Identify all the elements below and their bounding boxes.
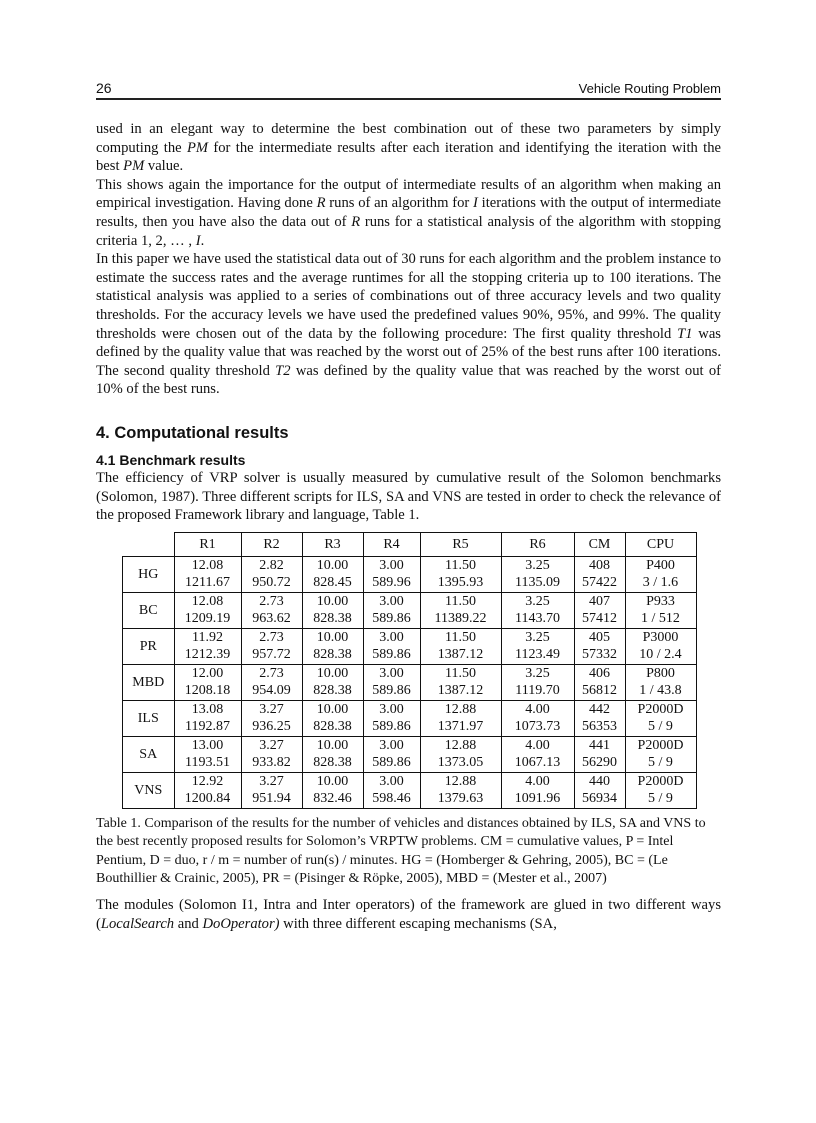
cell-top-value: 13.08 — [191, 702, 224, 718]
cell-top-value: 3.25 — [525, 594, 550, 610]
cell-top-value: 12.08 — [191, 594, 224, 610]
cell-bottom-value: 56934 — [582, 791, 617, 807]
row-label: ILS — [123, 700, 175, 736]
cell-top-value: 4.00 — [525, 702, 550, 718]
cell-top-value: 10.00 — [316, 738, 349, 754]
cell-bottom-value: 828.38 — [313, 755, 352, 771]
table-cell — [363, 700, 420, 736]
table-cell — [420, 556, 501, 592]
cell-top-value: 3.27 — [259, 774, 284, 790]
cell-top-value: 440 — [589, 774, 610, 790]
section-heading: 4. Computational results — [96, 423, 289, 442]
cell-bottom-value: 1 / 512 — [641, 611, 680, 627]
table-cell — [501, 772, 574, 808]
column-header: R2 — [241, 532, 302, 556]
cell-top-value: 2.73 — [259, 594, 284, 610]
row-label: PR — [123, 628, 175, 664]
table-row — [123, 628, 697, 664]
cell-bottom-value: 954.09 — [252, 683, 291, 699]
table-cell — [174, 700, 241, 736]
cell-bottom-value: 10 / 2.4 — [639, 647, 682, 663]
table-cell — [420, 664, 501, 700]
cell-top-value: 12.88 — [444, 738, 477, 754]
page — [96, 78, 721, 934]
table-cell — [174, 556, 241, 592]
cell-bottom-value: 1123.49 — [515, 647, 560, 663]
table-cell — [625, 736, 696, 772]
cell-bottom-value: 828.45 — [313, 575, 352, 591]
cell-bottom-value: 1091.96 — [514, 791, 561, 807]
table-cell — [625, 556, 696, 592]
cell-bottom-value: 56353 — [582, 719, 617, 735]
cell-top-value: 10.00 — [316, 702, 349, 718]
cell-top-value: P2000D — [637, 774, 684, 790]
cell-top-value: 3.00 — [379, 774, 404, 790]
table-cell — [363, 556, 420, 592]
cell-bottom-value: 1119.70 — [515, 683, 560, 699]
table-cell — [302, 556, 363, 592]
table-cell — [241, 700, 302, 736]
cell-top-value: 3.00 — [379, 738, 404, 754]
table-cell — [174, 592, 241, 628]
cell-bottom-value: 1 / 43.8 — [639, 683, 682, 699]
cell-top-value: 3.00 — [379, 702, 404, 718]
cell-top-value: P400 — [646, 558, 675, 574]
cell-top-value: 406 — [589, 666, 610, 682]
cell-bottom-value: 1209.19 — [184, 611, 231, 627]
cell-top-value: 3.00 — [379, 594, 404, 610]
cell-top-value: 10.00 — [316, 774, 349, 790]
cell-bottom-value: 589.86 — [372, 683, 411, 699]
cell-bottom-value: 1387.12 — [437, 647, 484, 663]
cell-top-value: 3.00 — [379, 666, 404, 682]
cell-bottom-value: 828.38 — [313, 683, 352, 699]
table-cell — [625, 772, 696, 808]
cell-bottom-value: 828.38 — [313, 647, 352, 663]
cell-bottom-value: 589.86 — [372, 611, 411, 627]
cell-bottom-value: 957.72 — [252, 647, 291, 663]
column-header: R1 — [174, 532, 241, 556]
term-pm: PM — [123, 158, 145, 175]
table-cell — [363, 592, 420, 628]
cell-bottom-value: 1135.09 — [515, 575, 560, 591]
table-cell — [241, 556, 302, 592]
table-cell — [363, 772, 420, 808]
term-i: I — [195, 232, 201, 249]
table-cell — [420, 592, 501, 628]
cell-top-value: 3.00 — [379, 558, 404, 574]
cell-bottom-value: 828.38 — [313, 611, 352, 627]
table-cell — [302, 736, 363, 772]
cell-top-value: 10.00 — [316, 666, 349, 682]
cell-bottom-value: 5 / 9 — [648, 755, 673, 771]
paragraph-pm: used in an elegant way to determine the best combination out of these two parameters by simply computing the PM for the intermediate results after each iteration and identifying the iteration with the best PM value. — [96, 121, 721, 175]
cell-top-value: 11.50 — [445, 630, 476, 646]
paragraph-intermediate-results: This shows again the importance for the output of intermediate results of an algorithm when making an empirical investigation. Having done R runs of an algorithm for I iterations with the output of intermediate results, then you have also the data out of R runs for a statistical analysis of the algorithm with stopping criteria 1, 2, … , I. — [96, 176, 722, 249]
cell-top-value: 4.00 — [525, 738, 550, 754]
cell-top-value: 3.00 — [379, 630, 404, 646]
row-label: SA — [123, 736, 175, 772]
cell-top-value: 2.82 — [259, 558, 284, 574]
cell-top-value: 12.00 — [191, 666, 224, 682]
cell-bottom-value: 56290 — [582, 755, 617, 771]
cell-bottom-value: 1379.63 — [437, 791, 484, 807]
cell-bottom-value: 1208.18 — [184, 683, 231, 699]
table-cell — [574, 556, 625, 592]
cell-bottom-value: 1371.97 — [437, 719, 484, 735]
results-table — [122, 532, 697, 809]
table-cell — [574, 700, 625, 736]
cell-top-value: 442 — [589, 702, 610, 718]
table-cell — [420, 628, 501, 664]
table-cell — [501, 736, 574, 772]
row-label: MBD — [123, 664, 175, 700]
column-header: R5 — [420, 532, 501, 556]
table-body — [123, 556, 697, 808]
table-cell — [501, 628, 574, 664]
cell-top-value: 11.50 — [445, 558, 476, 574]
cell-top-value: 12.88 — [444, 774, 477, 790]
table-cell — [625, 700, 696, 736]
table-cell — [363, 736, 420, 772]
cell-bottom-value: 56812 — [582, 683, 617, 699]
table-row — [123, 736, 697, 772]
row-label: VNS — [123, 772, 175, 808]
cell-bottom-value: 950.72 — [252, 575, 291, 591]
cell-bottom-value: 1395.93 — [437, 575, 484, 591]
table-cell — [363, 664, 420, 700]
table-cell — [241, 628, 302, 664]
cell-top-value: P2000D — [637, 738, 684, 754]
cell-bottom-value: 598.46 — [372, 791, 411, 807]
cell-bottom-value: 57422 — [582, 575, 617, 591]
cell-bottom-value: 933.82 — [252, 755, 291, 771]
cell-top-value: 13.00 — [191, 738, 224, 754]
table-cell — [501, 592, 574, 628]
table-cell — [501, 556, 574, 592]
cell-top-value: P3000 — [642, 630, 679, 646]
cell-top-value: 407 — [589, 594, 610, 610]
table-cell — [501, 700, 574, 736]
page-number: 26 — [96, 80, 112, 96]
cell-bottom-value: 589.86 — [372, 647, 411, 663]
cell-bottom-value: 589.86 — [372, 755, 411, 771]
cell-bottom-value: 5 / 9 — [648, 791, 673, 807]
table-cell — [625, 592, 696, 628]
cell-top-value: P2000D — [637, 702, 684, 718]
table-cell — [625, 664, 696, 700]
cell-bottom-value: 1211.67 — [185, 575, 230, 591]
cell-bottom-value: 828.38 — [313, 719, 352, 735]
cell-top-value: 405 — [589, 630, 610, 646]
table-cell — [174, 736, 241, 772]
table-cell — [241, 736, 302, 772]
running-header — [96, 78, 721, 100]
cell-bottom-value: 589.86 — [372, 719, 411, 735]
cell-top-value: 10.00 — [316, 594, 349, 610]
table-header-row — [123, 532, 697, 556]
cell-bottom-value: 589.96 — [372, 575, 411, 591]
cell-bottom-value: 1373.05 — [437, 755, 484, 771]
cell-bottom-value: 5 / 9 — [648, 719, 673, 735]
cell-top-value: 2.73 — [259, 630, 284, 646]
subsection-heading: 4.1 Benchmark results — [96, 451, 246, 468]
cell-bottom-value: 963.62 — [252, 611, 291, 627]
table-cell — [574, 736, 625, 772]
term-localsearch: LocalSearch — [100, 915, 175, 932]
cell-bottom-value: 1212.39 — [184, 647, 231, 663]
table-cell — [420, 736, 501, 772]
cell-top-value: 3.27 — [259, 702, 284, 718]
table-cell — [302, 700, 363, 736]
row-label: BC — [123, 592, 175, 628]
table-cell — [174, 664, 241, 700]
paragraph-statistical-data: In this paper we have used the statistical data out of 30 runs for each algorithm and the problem instance to estimate the success rates and the average runtimes for all the stopping criteria up to 100 iterations. The statistical analysis was applied to a series of combinations out of three accuracy levels and two quality thresholds. For the accuracy levels we have used the predefined values 90%, 95%, and 99%. The quality thresholds were chosen out of the data by the following procedure: The first quality threshold T1 was defined by the quality value that was reached by the worst out of 25% of the best runs after 100 iterations. The second quality threshold T2 was defined by the quality value that was reached by the worst out of 10% of the best runs. — [96, 251, 721, 398]
cell-top-value: 10.00 — [316, 630, 349, 646]
table-cell — [574, 628, 625, 664]
term-dooperator: DoOperator) — [202, 915, 280, 932]
table-cell — [302, 772, 363, 808]
table-cell — [574, 592, 625, 628]
cell-top-value: 4.00 — [525, 774, 550, 790]
cell-bottom-value: 1200.84 — [184, 791, 231, 807]
cell-top-value: 3.25 — [525, 666, 550, 682]
cell-top-value: 11.50 — [445, 666, 476, 682]
cell-top-value: 10.00 — [316, 558, 349, 574]
corner-cell — [123, 532, 175, 556]
cell-top-value: 2.73 — [259, 666, 284, 682]
row-label: HG — [123, 556, 175, 592]
paragraph-benchmark-intro: The efficiency of VRP solver is usually measured by cumulative result of the Solomon benchmarks (Solomon, 1987). Three different scripts for ILS, SA and VNS are tested in order to check the relevance of the proposed Framework library and language, Table 1. — [96, 469, 721, 524]
cell-top-value: 12.92 — [191, 774, 224, 790]
table-row — [123, 700, 697, 736]
column-header: CM — [574, 532, 625, 556]
table-caption: Table 1. Comparison of the results for the number of vehicles and distances obtained by ILS, SA and VNS to the best recently proposed results for Solomon’s VRPTW problems. CM = cumulative values, P = Intel Pentium, D = duo, r / m = number of run(s) / minutes. HG = (Homberger & Gehring, 2005), BC = (Le Bouthillier & Crainic, 2005), PR = (Pisinger & Röpke, 2005), MBD = (Mester et al., 2007) — [96, 815, 706, 886]
cell-bottom-value: 1387.12 — [437, 683, 484, 699]
cell-top-value: P933 — [646, 594, 675, 610]
cell-top-value: 408 — [589, 558, 610, 574]
term-pm: PM — [186, 139, 209, 156]
cell-bottom-value: 1192.87 — [185, 719, 230, 735]
table-row — [123, 664, 697, 700]
table-cell — [574, 664, 625, 700]
cell-top-value: 441 — [589, 738, 610, 754]
cell-top-value: 3.25 — [525, 630, 550, 646]
cell-top-value: P800 — [646, 666, 675, 682]
table-row — [123, 592, 697, 628]
cell-bottom-value: 1073.73 — [514, 719, 561, 735]
cell-bottom-value: 57412 — [582, 611, 617, 627]
table-cell — [241, 772, 302, 808]
table-cell — [174, 772, 241, 808]
term-i: I — [473, 195, 478, 212]
cell-bottom-value: 11389.22 — [434, 611, 487, 627]
cell-top-value: 3.27 — [259, 738, 284, 754]
term-r: R — [351, 213, 361, 230]
table-cell — [302, 628, 363, 664]
cell-top-value: 12.88 — [444, 702, 477, 718]
table-cell — [625, 628, 696, 664]
table-row — [123, 772, 697, 808]
cell-bottom-value: 3 / 1.6 — [642, 575, 679, 591]
cell-top-value: 12.08 — [191, 558, 224, 574]
table-cell — [241, 664, 302, 700]
column-header: R4 — [363, 532, 420, 556]
cell-bottom-value: 936.25 — [252, 719, 291, 735]
term-t2: T2 — [275, 362, 291, 379]
cell-top-value: 3.25 — [525, 558, 550, 574]
table-cell — [574, 772, 625, 808]
table-cell — [241, 592, 302, 628]
cell-top-value: 11.50 — [445, 594, 476, 610]
column-header: R3 — [302, 532, 363, 556]
column-header: R6 — [501, 532, 574, 556]
cell-bottom-value: 57332 — [582, 647, 617, 663]
cell-top-value: 11.92 — [192, 630, 223, 646]
table-cell — [302, 664, 363, 700]
cell-bottom-value: 1193.51 — [185, 755, 230, 771]
paragraph-modules: The modules (Solomon I1, Intra and Inter operators) of the framework are glued in two different ways (LocalSearch and DoOperator) with three different escaping mechanisms (SA, — [96, 897, 721, 932]
table-cell — [501, 664, 574, 700]
book-title: Vehicle Routing Problem — [578, 81, 721, 96]
table-cell — [174, 628, 241, 664]
cell-bottom-value: 951.94 — [252, 791, 291, 807]
cell-bottom-value: 1143.70 — [515, 611, 560, 627]
cell-bottom-value: 1067.13 — [514, 755, 561, 771]
column-header: CPU — [625, 532, 696, 556]
term-r: R — [316, 195, 326, 212]
table-cell — [302, 592, 363, 628]
cell-bottom-value: 832.46 — [313, 791, 352, 807]
table-cell — [420, 700, 501, 736]
table-cell — [420, 772, 501, 808]
table-row — [123, 556, 697, 592]
term-t1: T1 — [677, 325, 693, 342]
table-cell — [363, 628, 420, 664]
